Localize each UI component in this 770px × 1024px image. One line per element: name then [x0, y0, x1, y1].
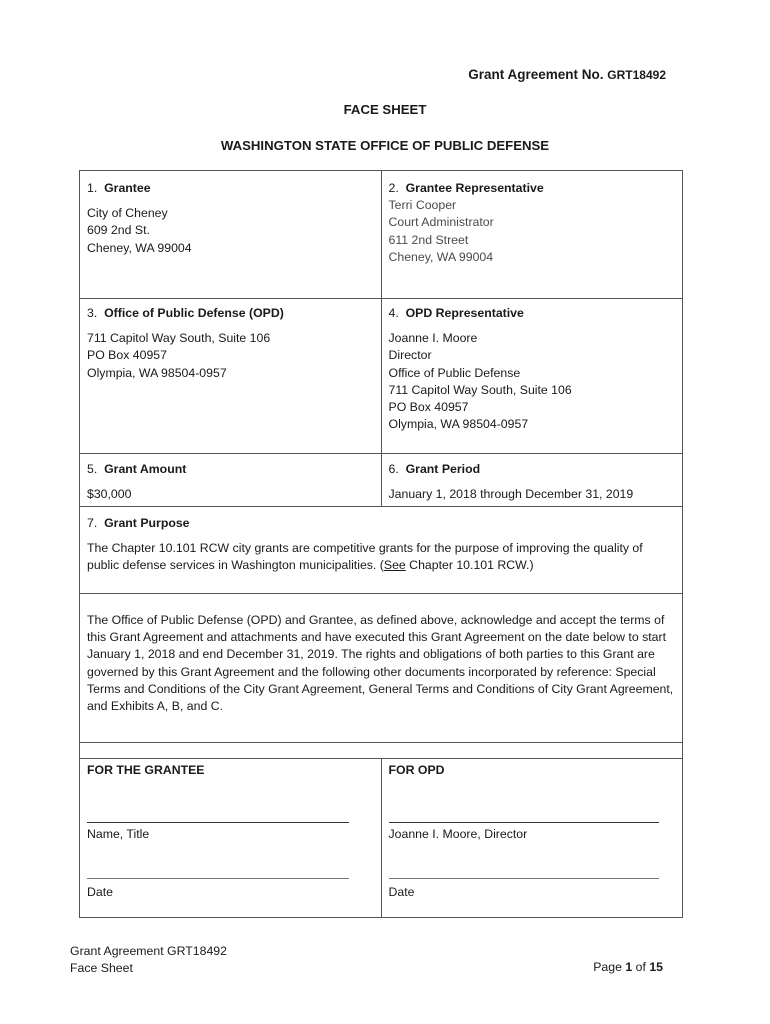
- grantee-line: City of Cheney: [87, 206, 168, 221]
- page-of: of: [635, 960, 646, 974]
- cell-grantee: [80, 171, 382, 299]
- opd-rep-line: Joanne I. Moore: [388, 331, 478, 346]
- grantee-line: 609 2nd St.: [87, 223, 150, 238]
- grantee-rep-line: Court Administrator: [388, 215, 494, 230]
- opd-line: Olympia, WA 98504-0957: [87, 365, 227, 380]
- face-sheet-table: [79, 170, 683, 918]
- grantee-line: Cheney, WA 99004: [87, 240, 192, 255]
- cell-grant-purpose: [80, 507, 683, 594]
- footer-face-sheet-line: Face Sheet: [70, 961, 133, 975]
- footer-agreement-line: Grant Agreement GRT18492: [70, 944, 227, 958]
- row-amount-period: [80, 454, 683, 507]
- cell-agreement-text: [80, 594, 683, 743]
- cell-grantee-representative: [381, 171, 683, 299]
- row-agreement: [80, 594, 683, 743]
- grant-amount-heading: 5. Grant Amount: [87, 462, 187, 476]
- for-grantee-heading: FOR THE GRANTEE: [87, 763, 205, 777]
- grantee-rep-line: Terri Cooper: [388, 198, 457, 213]
- grant-agreement-number: [468, 67, 666, 82]
- cell-opd-signature: [381, 759, 683, 918]
- see-link-text: See: [383, 558, 406, 573]
- opd-rep-line: Director: [388, 348, 432, 363]
- cell-grant-period: [381, 454, 683, 507]
- grant-period-heading: 6. Grant Period: [388, 462, 481, 476]
- opd-representative-heading: 4. OPD Representative: [388, 306, 524, 320]
- grantee-rep-line: Cheney, WA 99004: [388, 249, 494, 264]
- grantee-heading: 1. Grantee: [87, 181, 151, 195]
- grant-period-value: January 1, 2018 through December 31, 2019: [388, 487, 634, 502]
- cell-grantee-signature: [80, 759, 382, 918]
- opd-name-title-label: Joanne I. Moore, Director: [388, 827, 528, 842]
- opd-line: 711 Capitol Way South, Suite 106: [87, 331, 271, 346]
- grantee-rep-line: 611 2nd Street: [388, 232, 469, 247]
- opd-rep-line: Olympia, WA 98504-0957: [388, 417, 529, 432]
- opd-line: PO Box 40957: [87, 348, 167, 363]
- office-title: WASHINGTON STATE OFFICE OF PUBLIC DEFENSE: [220, 138, 550, 153]
- row-purpose: [80, 507, 683, 594]
- grantee-representative-heading: 2. Grantee Representative: [388, 181, 544, 195]
- page-current: 1: [625, 960, 633, 974]
- grant-purpose-text: The Chapter 10.101 RCW city grants are competitive grants for the purpose of improving the quality of public defense services in Washington municipalities. (See Chapter 10.101 RCW.): [87, 541, 643, 573]
- grantee-name-title-label: Name, Title: [87, 827, 150, 842]
- opd-heading: 3. Office of Public Defense (OPD): [87, 306, 284, 320]
- row-parties: [80, 171, 683, 299]
- opd-rep-line: Office of Public Defense: [388, 365, 521, 380]
- cell-opd-representative: [381, 299, 683, 454]
- row-spacer: [80, 743, 683, 759]
- page-label: Page: [593, 960, 622, 974]
- row-opd: [80, 299, 683, 454]
- grant-agreement-label: Grant Agreement No.: [468, 67, 604, 82]
- agreement-paragraph: The Office of Public Defense (OPD) and Grantee, as defined above, acknowledge and accept the terms of this Grant Agreement and attachments and have executed this Grant Agreement on the date below to start January 1, 2018 and end December 31, 2019. The rights and obligations of both parties to this Grant are governed by this Grant Agreement and the following other documents incorporated by reference: Special Terms and Conditions of the City Grant Agreement, General Terms and Conditions of City Grant Agreement, and Exhibits A, B, and C.: [87, 613, 674, 714]
- opd-date-label: Date: [388, 885, 415, 900]
- grantee-date-label: Date: [87, 885, 113, 900]
- page-indicator: [593, 960, 663, 974]
- opd-rep-line: PO Box 40957: [388, 400, 469, 415]
- opd-rep-line: 711 Capitol Way South, Suite 106: [388, 382, 572, 397]
- cell-spacer: [80, 743, 683, 759]
- grant-number: GRT18492: [607, 68, 666, 82]
- for-opd-heading: FOR OPD: [388, 763, 445, 777]
- face-sheet-title: FACE SHEET: [343, 102, 427, 117]
- cell-grant-amount: [80, 454, 382, 507]
- footer-left: [70, 943, 227, 977]
- page-total: 15: [649, 960, 663, 974]
- cell-opd: [80, 299, 382, 454]
- grant-amount-value: $30,000: [87, 487, 132, 502]
- row-signatures: [80, 759, 683, 918]
- grant-purpose-heading: 7. Grant Purpose: [87, 516, 190, 530]
